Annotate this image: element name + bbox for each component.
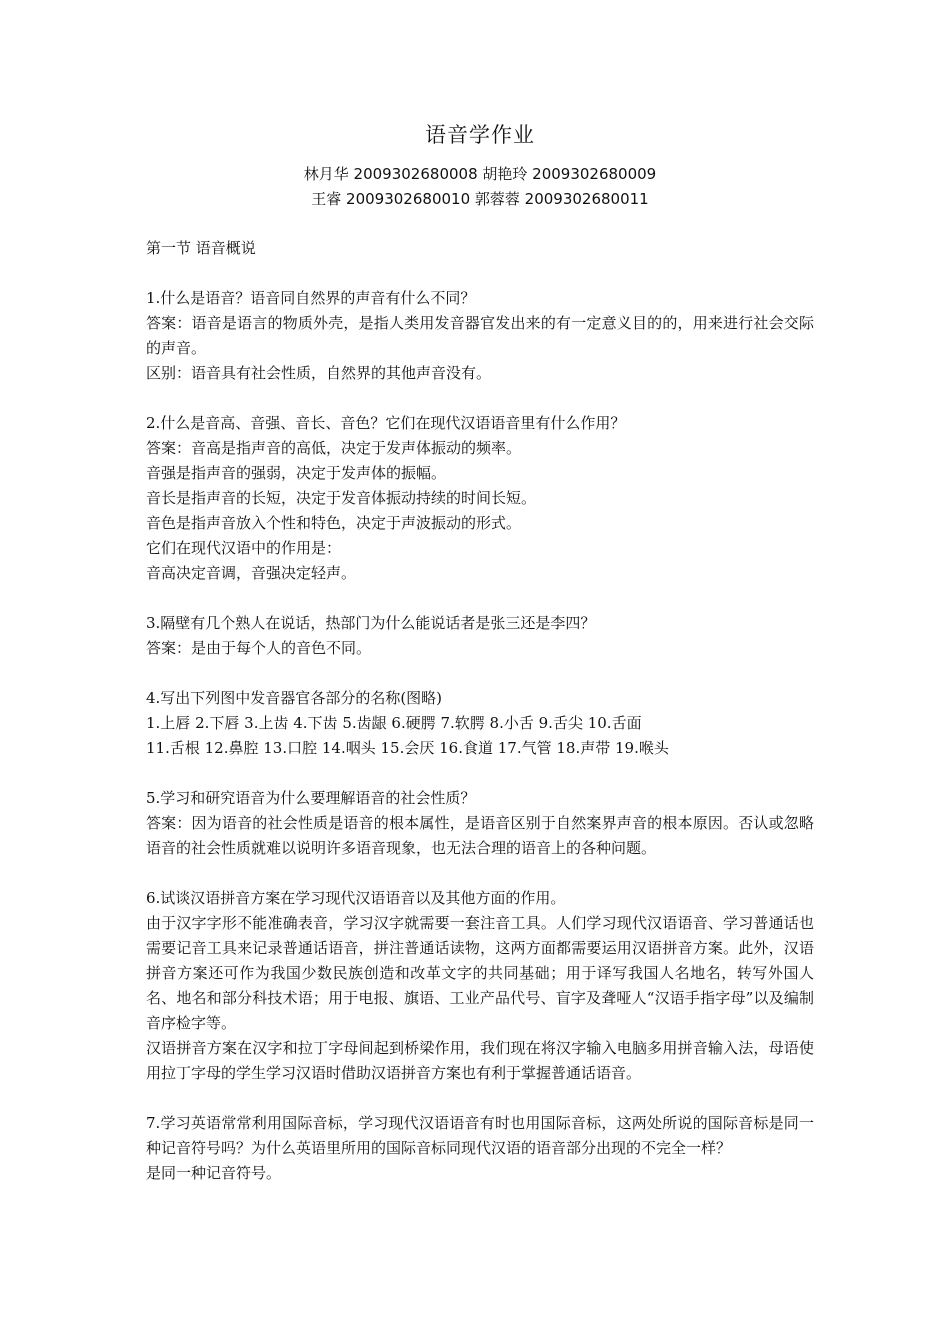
answer-text: 答案：语音是语言的物质外壳，是指人类用发音器官发出来的有一定意义目的的，用来进行社会交际的声音。 bbox=[146, 314, 814, 357]
organ-list-line: 11.舌根 12.鼻腔 13.口腔 14.咽头 15.会厌 16.食道 17.气管 18.声带 19.喉头 bbox=[146, 739, 669, 757]
question-text: 5.学习和研究语音为什么要理解语音的社会性质？ bbox=[146, 789, 476, 807]
answer-text: 答案：音高是指声音的高低，决定于发声体振动的频率。 bbox=[146, 439, 522, 457]
question-text: 4.写出下列图中发音器官各部分的名称(图略) bbox=[146, 689, 443, 707]
answer-text: 答案：因为语音的社会性质是语音的根本属性，是语音区别于自然案界声音的根本原因。否认或忽略语音的社会性质就难以说明许多语音现象，也无法合理的语音上的各种问题。 bbox=[146, 814, 814, 857]
answer-text: 汉语拼音方案在汉字和拉丁字母间起到桥梁作用，我们现在将汉字输入电脑多用拼音输入法，母语使用拉丁字母的学生学习汉语时借助汉语拼音方案也有利于掌握普通话语音。 bbox=[146, 1039, 814, 1082]
answer-text: 它们在现代汉语中的作用是： bbox=[146, 539, 342, 557]
author-line: 林月华 2009302680008 胡艳玲 2009302680009 bbox=[303, 165, 657, 183]
question-text: 6.试谈汉语拼音方案在学习现代汉语语音以及其他方面的作用。 bbox=[146, 889, 566, 907]
qa-block-1 bbox=[146, 286, 814, 386]
question-text: 7.学习英语常常利用国际音标，学习现代汉语语音有时也用国际音标，这两处所说的国际音标是同一种记音符号吗？为什么英语里所用的国际音标同现代汉语的语音部分出现的不完全一样？ bbox=[146, 1114, 814, 1157]
answer-text: 答案：是由于每个人的音色不同。 bbox=[146, 639, 372, 657]
organ-list-line: 1.上唇 2.下唇 3.上齿 4.下齿 5.齿龈 6.硬腭 7.软腭 8.小舌 9.舌尖 10.舌面 bbox=[146, 714, 642, 732]
qa-block-2 bbox=[146, 411, 814, 586]
answer-text: 由于汉字字形不能准确表音，学习汉字就需要一套注音工具。人们学习现代汉语语音、学习普通话也需要记音工具来记录普通话语音，拼注普通话读物，这两方面都需要运用汉语拼音方案。此外，汉语拼音方案还可作为我国少数民族创造和改革文字的共同基础；用于译写我国人名地名，转写外国人名、地名和部分科技术语；用于电报、旗语、工业产品代号、盲字及聋哑人“汉语手指字母”以及编制音序检字等。 bbox=[146, 914, 814, 1032]
qa-block-3 bbox=[146, 611, 814, 661]
answer-text: 音高决定音调，音强决定轻声。 bbox=[146, 564, 357, 582]
answer-text: 音色是指声音放入个性和特色，决定于声波振动的形式。 bbox=[146, 514, 522, 532]
section-heading: 第一节 语音概说 bbox=[146, 239, 256, 257]
question-text: 2.什么是音高、音强、音长、音色？它们在现代汉语语音里有什么作用？ bbox=[146, 414, 626, 432]
answer-text: 音长是指声音的长短，决定于发音体振动持续的时间长短。 bbox=[146, 489, 537, 507]
document-page bbox=[146, 118, 814, 1211]
qa-block-5 bbox=[146, 786, 814, 861]
question-text: 3.隔壁有几个熟人在说话，热部门为什么能说话者是张三还是李四？ bbox=[146, 614, 596, 632]
answer-text: 是同一种记音符号。 bbox=[146, 1164, 282, 1182]
qa-block-6 bbox=[146, 886, 814, 1086]
question-text: 1.什么是语音？语音同自然界的声音有什么不同？ bbox=[146, 289, 476, 307]
qa-block-7 bbox=[146, 1111, 814, 1186]
answer-text: 音强是指声音的强弱，决定于发声体的振幅。 bbox=[146, 464, 447, 482]
author-list bbox=[146, 162, 814, 212]
qa-block-4 bbox=[146, 686, 814, 761]
author-line: 王睿 2009302680010 郭蓉蓉 2009302680011 bbox=[311, 190, 649, 208]
answer-text: 区别：语音具有社会性质，自然界的其他声音没有。 bbox=[146, 364, 492, 382]
document-title: 语音学作业 bbox=[425, 123, 535, 147]
